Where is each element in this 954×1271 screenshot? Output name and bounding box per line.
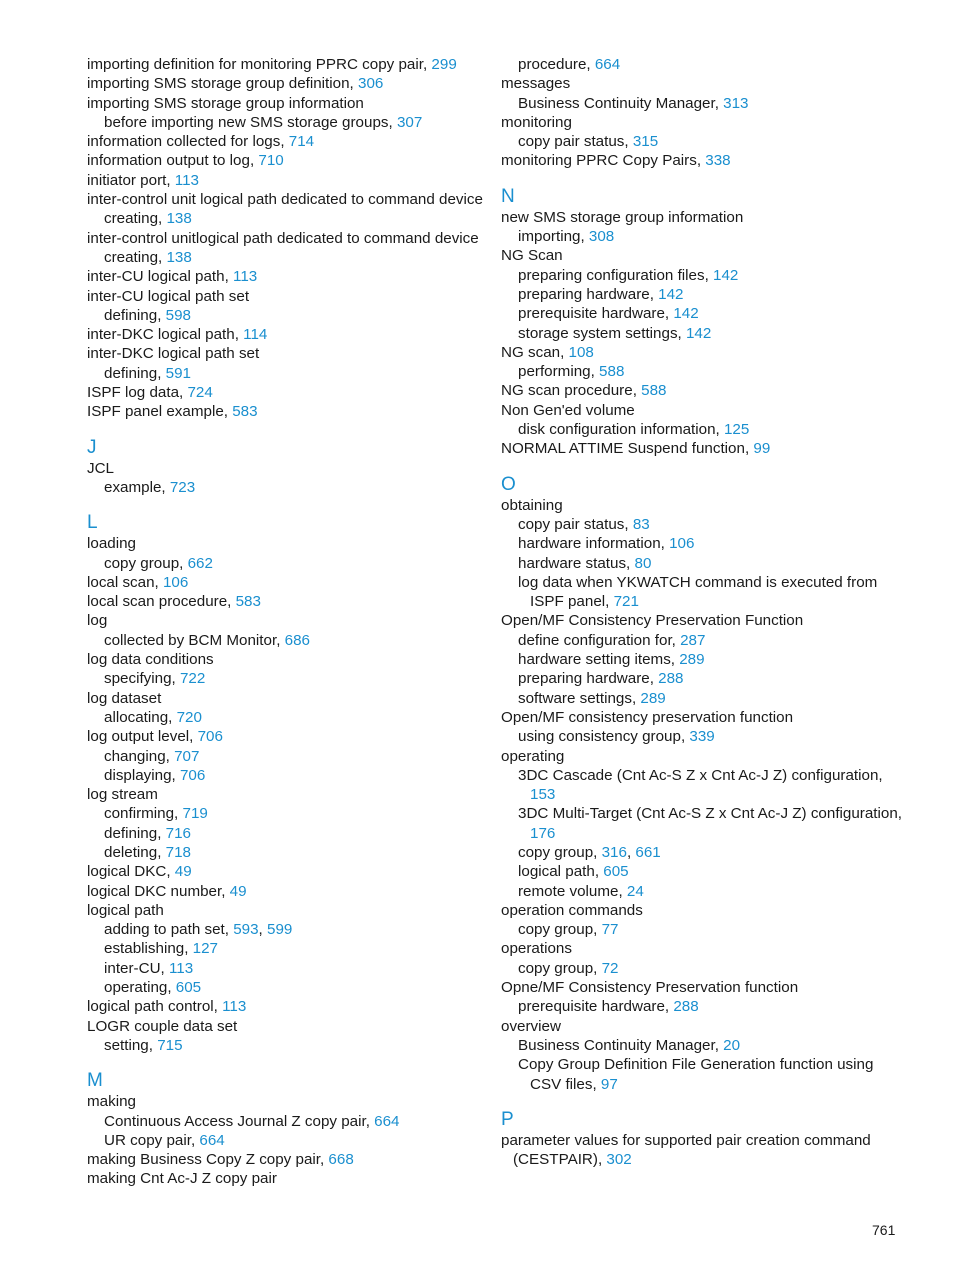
entry-text: before importing new SMS storage groups,	[104, 113, 397, 131]
entry-text: information output to log,	[87, 152, 259, 170]
index-subentry	[87, 978, 487, 997]
index-subentry	[87, 766, 487, 785]
index-entry	[87, 592, 487, 611]
index-subentry	[501, 824, 901, 843]
page-link[interactable]: 106	[162, 573, 189, 591]
entry-text: log data conditions	[87, 651, 214, 669]
page-link[interactable]: 313	[723, 94, 749, 112]
entry-text: inter-control unit logical path dedicated to command device	[87, 191, 483, 209]
entry-text: copy group,	[518, 843, 602, 861]
index-subentry	[501, 227, 901, 246]
index-subentry	[501, 573, 901, 592]
entry-text: monitoring PPRC Copy Pairs,	[501, 152, 706, 170]
index-entry	[87, 459, 487, 478]
index-entry	[87, 287, 487, 306]
entry-text: importing SMS storage group information	[87, 94, 364, 112]
index-subentry	[501, 285, 901, 304]
index-subentry	[501, 420, 901, 439]
page-link[interactable]: 723	[169, 478, 196, 496]
section-letter: M	[87, 1070, 103, 1092]
index-entry	[501, 74, 901, 93]
index-entry	[87, 1169, 487, 1188]
page-link[interactable]: 664	[374, 1112, 400, 1130]
entry-text: using consistency group,	[518, 728, 690, 746]
entry-text: Opne/MF Consistency Preservation function	[501, 979, 799, 997]
index-entry	[501, 113, 901, 132]
page-link[interactable]: 24	[626, 882, 644, 900]
page-link[interactable]: 722	[179, 670, 206, 688]
page-link[interactable]: 661	[635, 843, 661, 861]
index-entry	[501, 343, 901, 362]
page-link[interactable]: 583	[235, 593, 261, 611]
section-letter: L	[87, 512, 98, 534]
index-entry	[87, 55, 487, 74]
entry-text: defining,	[104, 306, 166, 324]
page-link[interactable]: 707	[174, 747, 200, 765]
page-link[interactable]: 127	[192, 940, 218, 958]
index-subentry	[501, 1055, 901, 1074]
entry-text: disk configuration information,	[518, 421, 724, 439]
index-subentry	[87, 364, 487, 383]
index-entry	[501, 246, 901, 265]
entry-text: parameter values for supported pair creation command	[501, 1131, 871, 1149]
index-subentry	[501, 669, 901, 688]
entry-text: overview	[501, 1017, 561, 1035]
page-link[interactable]: 599	[267, 921, 293, 939]
entry-text: inter-DKC logical path set	[87, 345, 260, 363]
entry-text: performing,	[518, 363, 600, 381]
entry-text: log dataset	[87, 689, 162, 707]
index-subentry	[87, 804, 487, 823]
index-subentry	[501, 843, 901, 862]
page-link[interactable]: 138	[166, 248, 192, 266]
index-subentry	[501, 94, 901, 113]
page-link[interactable]: 591	[165, 364, 191, 382]
entry-text: creating,	[104, 248, 167, 266]
entry-text: changing,	[104, 747, 175, 765]
entry-text: hardware status,	[518, 554, 635, 572]
entry-text: remote volume,	[518, 882, 627, 900]
entry-text: JCL	[87, 459, 115, 477]
index-entry	[501, 939, 901, 958]
entry-text: logical path,	[518, 863, 604, 881]
index-entry	[87, 573, 487, 592]
entry-text: NG Scan	[501, 247, 563, 265]
page-link[interactable]: 315	[632, 133, 659, 151]
page-link[interactable]: 83	[632, 515, 650, 533]
index-subentry	[501, 1075, 901, 1094]
page-link[interactable]: 288	[673, 998, 699, 1016]
index-subentry	[501, 362, 901, 381]
index-subentry	[87, 209, 487, 228]
page-link[interactable]: 302	[606, 1151, 632, 1169]
index-entry	[87, 402, 487, 421]
index-entry	[87, 383, 487, 402]
entry-text: deleting,	[104, 843, 166, 861]
entry-text: inter-CU logical path set	[87, 287, 250, 305]
page-link[interactable]: 605	[175, 979, 202, 997]
section-letter: O	[501, 473, 516, 495]
entry-text: log stream	[87, 786, 158, 804]
entry-text: inter-CU logical path,	[87, 268, 234, 286]
entry-text: Continuous Access Journal Z copy pair,	[104, 1112, 375, 1130]
page-link[interactable]: 662	[187, 554, 213, 572]
page-link[interactable]: 153	[530, 786, 556, 804]
index-entry	[501, 708, 901, 727]
entry-text: ISPF panel example,	[87, 403, 233, 421]
entry-text: adding to path set,	[104, 921, 234, 939]
entry-text: define configuration for,	[518, 631, 681, 649]
entry-text: local scan,	[87, 573, 163, 591]
entry-text: allocating,	[104, 708, 177, 726]
page-link[interactable]: 588	[599, 363, 625, 381]
entry-text: logical DKC number,	[87, 882, 230, 900]
entry-text: 3DC Multi-Target (Cnt Ac-S Z x Cnt Ac-J Z) configuration,	[518, 805, 903, 823]
page-link[interactable]: 307	[396, 113, 423, 131]
index-subentry	[501, 266, 901, 285]
index-entry	[87, 171, 487, 190]
entry-text: establishing,	[104, 940, 193, 958]
entry-text: creating,	[104, 210, 167, 228]
page-number: 761	[872, 1222, 896, 1238]
page-link[interactable]: 668	[328, 1151, 354, 1169]
entry-text: copy group,	[104, 554, 188, 572]
index-entry	[87, 344, 487, 363]
page-link[interactable]: 686	[284, 631, 310, 649]
index-subentry	[87, 1131, 487, 1150]
page-link[interactable]: 97	[600, 1075, 618, 1093]
index-subentry	[87, 306, 487, 325]
page-link[interactable]: 108	[568, 343, 594, 361]
index-subentry	[87, 1036, 487, 1055]
section-letter: P	[501, 1108, 514, 1130]
index-subentry	[501, 997, 901, 1016]
page-link[interactable]: 588	[641, 382, 667, 400]
index-subentry	[501, 534, 901, 553]
index-subentry	[87, 113, 487, 132]
index-entry	[87, 151, 487, 170]
index-subentry	[501, 650, 901, 669]
index-entry	[87, 727, 487, 746]
entry-text: logical path control,	[87, 998, 223, 1016]
page-link[interactable]: 664	[594, 56, 621, 73]
index-subentry	[501, 785, 901, 804]
index-entry	[501, 747, 901, 766]
index-entry	[87, 74, 487, 93]
entry-text: loading	[87, 535, 136, 553]
entry-text: collected by BCM Monitor,	[104, 631, 285, 649]
entry-text: CSV files,	[530, 1075, 601, 1093]
entry-text: copy pair status,	[518, 133, 633, 151]
entry-text: UR copy pair,	[104, 1131, 200, 1149]
page-link[interactable]: 583	[232, 403, 258, 421]
index-entry	[87, 94, 487, 113]
page-link[interactable]: 142	[673, 305, 699, 323]
index-entry	[501, 401, 901, 420]
entry-text: local scan procedure,	[87, 593, 236, 611]
index-subentry	[501, 862, 901, 881]
entry-text: prerequisite hardware,	[518, 305, 674, 323]
page-link[interactable]: 706	[179, 766, 206, 784]
index-subentry	[87, 747, 487, 766]
index-subentry	[501, 959, 901, 978]
index-entry	[87, 650, 487, 669]
page-link[interactable]: 113	[174, 171, 200, 189]
page-separator: ,	[258, 921, 267, 939]
entry-text: preparing configuration files,	[518, 266, 714, 284]
entry-text: procedure,	[518, 56, 595, 73]
entry-text: making Cnt Ac-J Z copy pair	[87, 1170, 277, 1188]
entry-text: copy group,	[518, 921, 602, 939]
index-entry	[87, 534, 487, 553]
index-entry	[87, 785, 487, 804]
index-entry	[87, 1150, 487, 1169]
page-link[interactable]: 49	[229, 882, 247, 900]
entry-text: operations	[501, 940, 572, 958]
entry-text: monitoring	[501, 113, 572, 131]
entry-text: displaying,	[104, 766, 180, 784]
index-subentry	[87, 959, 487, 978]
index-entry	[501, 1131, 901, 1150]
index-subentry	[501, 304, 901, 323]
entry-text: Business Continuity Manager,	[518, 94, 724, 112]
page-link[interactable]: 718	[165, 843, 191, 861]
index-entry	[87, 132, 487, 151]
entry-text: information collected for logs,	[87, 133, 289, 151]
entry-text: defining,	[104, 824, 166, 842]
index-entry	[87, 267, 487, 286]
entry-text: new SMS storage group information	[501, 208, 744, 226]
page-link[interactable]: 106	[669, 535, 695, 553]
page-link[interactable]: 299	[431, 56, 457, 73]
entry-text: operation commands	[501, 901, 643, 919]
page-link[interactable]: 593	[233, 921, 259, 939]
index-entry	[87, 190, 487, 209]
index-subentry	[501, 689, 901, 708]
index-subentry	[501, 920, 901, 939]
index-subentry	[501, 592, 901, 611]
entry-text: operating	[501, 747, 565, 765]
entry-text: NORMAL ATTIME Suspend function,	[501, 440, 754, 458]
entry-text: defining,	[104, 364, 166, 382]
page-link[interactable]: 338	[705, 152, 731, 170]
index-subentry	[87, 554, 487, 573]
entry-text: making Business Copy Z copy pair,	[87, 1151, 329, 1169]
page-link[interactable]: 714	[288, 133, 315, 151]
index-subentry	[87, 708, 487, 727]
page-link[interactable]: 142	[685, 324, 712, 342]
index-entry	[87, 862, 487, 881]
page-link[interactable]: 706	[197, 728, 223, 746]
entry-text: prerequisite hardware,	[518, 998, 674, 1016]
index-subentry	[501, 1036, 901, 1055]
page-link[interactable]: 719	[182, 805, 208, 823]
index-subentry	[87, 939, 487, 958]
page-link[interactable]: 113	[168, 959, 194, 977]
index-column-left	[87, 55, 487, 1189]
entry-text: Non Gen'ed volume	[501, 401, 635, 419]
entry-text: log data when YKWATCH command is executed from	[518, 573, 878, 591]
index-entry	[87, 689, 487, 708]
index-subentry	[87, 1112, 487, 1131]
page-link[interactable]: 142	[713, 266, 739, 284]
page-link[interactable]: 605	[603, 863, 629, 881]
entry-text: Open/MF consistency preservation function	[501, 708, 794, 726]
page-link[interactable]: 113	[222, 998, 247, 1016]
entry-text: making	[87, 1093, 136, 1111]
entry-text: inter-CU,	[104, 959, 169, 977]
index-entry	[87, 997, 487, 1016]
page-link[interactable]: 339	[689, 728, 715, 746]
entry-text: initiator port,	[87, 171, 175, 189]
index-entry	[87, 325, 487, 344]
page-link[interactable]: 113	[233, 268, 258, 286]
index-subentry	[501, 324, 901, 343]
index-subentry	[501, 766, 901, 785]
page-link[interactable]: 721	[613, 593, 639, 611]
index-entry	[87, 1017, 487, 1036]
page-link[interactable]: 710	[258, 152, 284, 170]
page-link[interactable]: 715	[157, 1036, 183, 1054]
entry-text: LOGR couple data set	[87, 1017, 238, 1035]
index-entry	[501, 611, 901, 630]
entry-text: copy pair status,	[518, 515, 633, 533]
index-entry	[501, 1150, 901, 1169]
index-subentry	[87, 920, 487, 939]
index-entry	[501, 151, 901, 170]
page-link[interactable]: 287	[680, 631, 706, 649]
section-letter: N	[501, 185, 515, 207]
index-entry	[87, 611, 487, 630]
entry-text: importing SMS storage group definition,	[87, 75, 358, 93]
entry-text: Business Continuity Manager,	[518, 1036, 724, 1054]
page-link[interactable]: 724	[187, 384, 213, 402]
entry-text: copy group,	[518, 959, 602, 977]
entry-text: inter-control unitlogical path dedicated to command device	[87, 229, 479, 247]
index-subentry	[501, 132, 901, 151]
entry-text: logical DKC,	[87, 863, 175, 881]
index-entry	[501, 496, 901, 515]
page-link[interactable]: 289	[679, 651, 705, 669]
page-link[interactable]: 138	[166, 210, 192, 228]
index-subentry	[501, 882, 901, 901]
index-subentry	[501, 515, 901, 534]
entry-text: messages	[501, 75, 571, 93]
entry-text: specifying,	[104, 670, 180, 688]
page-link[interactable]: 80	[634, 554, 652, 572]
index-subentry	[87, 478, 487, 497]
index-subentry	[87, 631, 487, 650]
entry-text: operating,	[104, 979, 176, 997]
entry-text: ISPF log data,	[87, 384, 188, 402]
entry-text: setting,	[104, 1036, 158, 1054]
page-separator: ,	[626, 843, 636, 861]
index-entry	[87, 229, 487, 248]
entry-text: log output level,	[87, 728, 198, 746]
page-link[interactable]: 288	[658, 670, 684, 688]
page-link[interactable]: 720	[176, 708, 202, 726]
entry-text: NG scan,	[501, 343, 569, 361]
section-letter: J	[87, 436, 97, 458]
index-subentry	[501, 727, 901, 746]
index-subentry	[501, 554, 901, 573]
index-entry	[87, 901, 487, 920]
index-subentry	[501, 804, 901, 823]
index-column-right	[501, 55, 901, 1169]
index-subentry	[87, 669, 487, 688]
index-entry	[501, 1017, 901, 1036]
entry-text: preparing hardware,	[518, 670, 659, 688]
index-entry	[87, 1092, 487, 1111]
page-link[interactable]: 125	[723, 421, 750, 439]
entry-text: (CESTPAIR),	[513, 1151, 607, 1169]
index-subentry	[501, 55, 901, 74]
index-subentry	[87, 824, 487, 843]
page-link[interactable]: 716	[165, 824, 191, 842]
entry-text: NG scan procedure,	[501, 382, 642, 400]
index-entry	[87, 882, 487, 901]
page-link[interactable]: 72	[601, 959, 619, 977]
entry-text: Copy Group Definition File Generation function using	[518, 1056, 874, 1074]
page-link[interactable]: 20	[723, 1036, 741, 1054]
page-link[interactable]: 289	[640, 689, 666, 707]
page-link[interactable]: 99	[753, 440, 771, 458]
index-subentry	[87, 843, 487, 862]
index-entry	[501, 439, 901, 458]
index-entry	[501, 208, 901, 227]
entry-text: hardware setting items,	[518, 651, 680, 669]
entry-text: example,	[104, 478, 170, 496]
page-link[interactable]: 176	[530, 824, 556, 842]
entry-text: Open/MF Consistency Preservation Function	[501, 612, 804, 630]
entry-text: storage system settings,	[518, 324, 686, 342]
entry-text: log	[87, 612, 108, 630]
page-link[interactable]: 77	[601, 921, 619, 939]
entry-text: importing,	[518, 228, 589, 246]
entry-text: hardware information,	[518, 535, 670, 553]
index-subentry	[87, 248, 487, 267]
index-entry	[501, 978, 901, 997]
entry-text: inter-DKC logical path,	[87, 326, 244, 344]
page-link[interactable]: 49	[174, 863, 192, 881]
entry-text: confirming,	[104, 805, 183, 823]
entry-text: ISPF panel,	[530, 593, 614, 611]
page-link[interactable]: 306	[358, 75, 384, 93]
page-link[interactable]: 316	[601, 843, 627, 861]
index-entry	[501, 381, 901, 400]
index-subentry	[501, 631, 901, 650]
entry-text: software settings,	[518, 689, 641, 707]
index-entry	[501, 901, 901, 920]
entry-text: 3DC Cascade (Cnt Ac-S Z x Cnt Ac-J Z) configuration,	[518, 766, 883, 784]
entry-text: importing definition for monitoring PPRC copy pair,	[87, 56, 432, 73]
page-link[interactable]: 114	[243, 326, 268, 344]
page-link[interactable]: 142	[658, 285, 684, 303]
page-link[interactable]: 664	[199, 1131, 225, 1149]
entry-text: preparing hardware,	[518, 285, 659, 303]
entry-text: logical path	[87, 901, 164, 919]
entry-text: obtaining	[501, 496, 563, 514]
page-link[interactable]: 598	[165, 306, 191, 324]
page-link[interactable]: 308	[588, 228, 615, 246]
